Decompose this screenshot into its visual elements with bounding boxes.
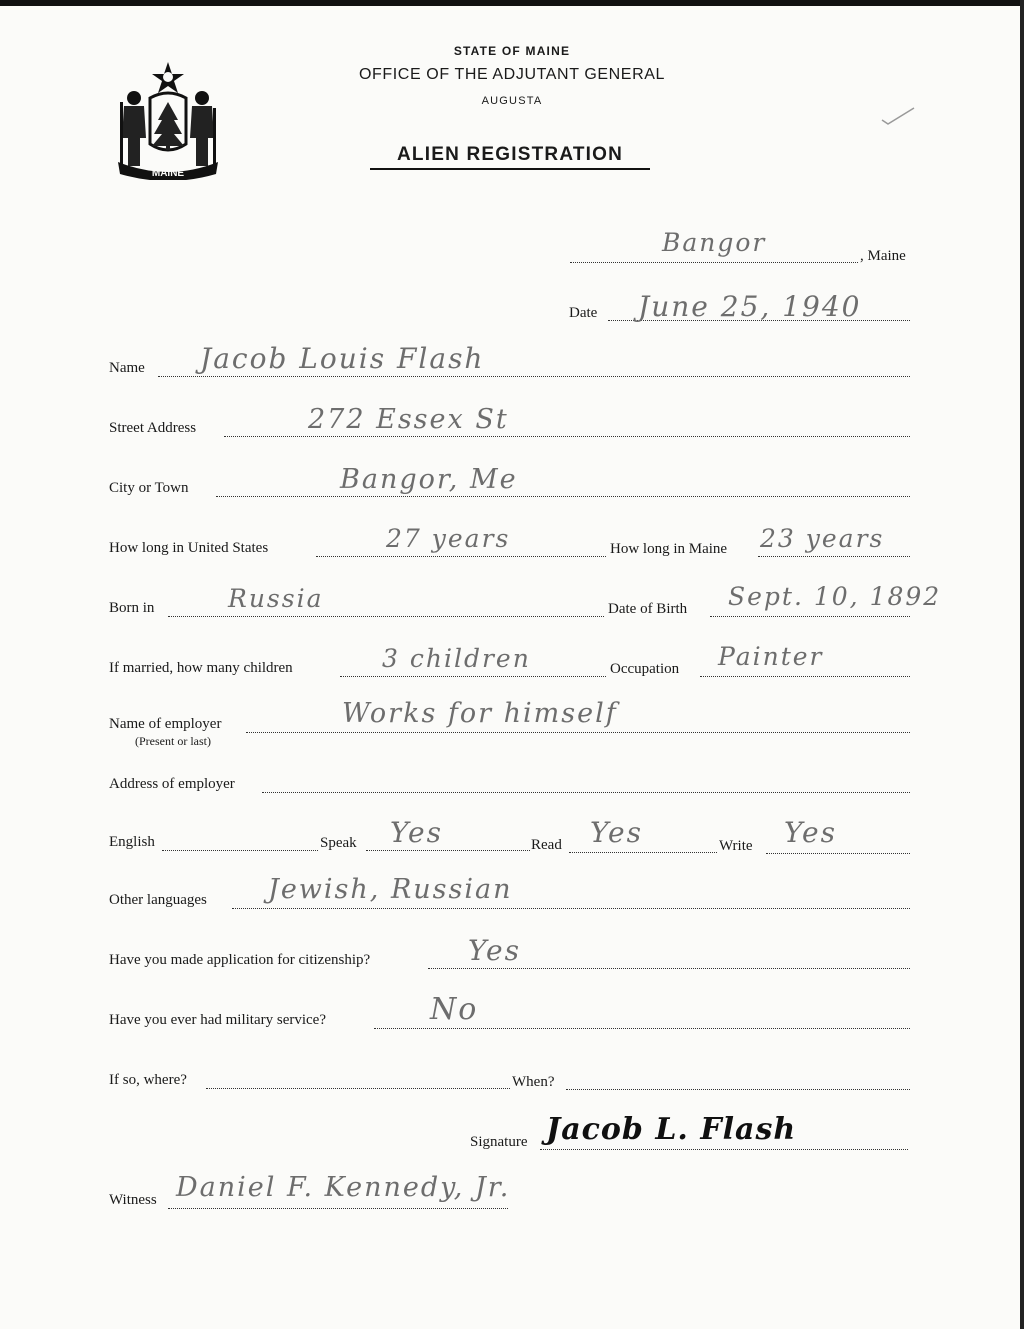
speak-label: Speak (320, 835, 357, 851)
signature-line (540, 1149, 908, 1150)
other-languages-label: Other languages (109, 892, 207, 908)
english-line (162, 850, 318, 851)
header-office: OFFICE OF THE ADJUTANT GENERAL (358, 66, 666, 83)
name-label: Name (109, 360, 145, 376)
date-value: June 25, 1940 (638, 290, 862, 323)
date-of-birth-label: Date of Birth (608, 601, 688, 617)
when-line (566, 1089, 910, 1090)
read-line (569, 852, 717, 853)
scan-edge-right (1020, 0, 1024, 1329)
witness-value: Daniel F. Kennedy, Jr. (176, 1172, 511, 1203)
speak-line (366, 850, 530, 851)
read-value: Yes (590, 816, 643, 849)
other-languages-line (232, 908, 910, 909)
place-value: Bangor (662, 228, 767, 257)
write-value: Yes (784, 816, 837, 849)
place-line (570, 262, 858, 263)
name-value: Jacob Louis Flash (200, 342, 485, 375)
how-long-us-line (316, 556, 606, 557)
citizenship-line (428, 968, 910, 969)
english-label: English (109, 834, 155, 850)
occupation-label: Occupation (610, 661, 680, 677)
if-so-where-label: If so, where? (109, 1072, 187, 1088)
place-suffix-label: , Maine (860, 248, 906, 264)
street-address-value: 272 Essex St (308, 404, 509, 435)
children-value: 3 children (382, 644, 531, 673)
witness-label: Witness (109, 1192, 157, 1208)
citizenship-value: Yes (468, 934, 521, 967)
date-of-birth-value: Sept. 10, 1892 (728, 582, 942, 611)
occupation-line (700, 676, 910, 677)
write-line (766, 853, 910, 854)
children-line (340, 676, 606, 677)
how-long-us-value: 27 years (386, 524, 511, 553)
military-value: No (430, 992, 479, 1027)
citizenship-label: Have you made application for citizenship? (109, 952, 371, 968)
speak-value: Yes (390, 816, 443, 849)
read-label: Read (531, 837, 562, 853)
street-address-label: Street Address (109, 420, 197, 436)
city-value: Bangor, Me (340, 464, 518, 495)
witness-line (168, 1208, 508, 1209)
employer-sublabel: (Present or last) (135, 734, 211, 748)
header-city: AUGUSTA (481, 95, 543, 107)
military-line (374, 1028, 910, 1029)
born-in-label: Born in (109, 600, 155, 616)
if-so-where-line (206, 1088, 510, 1089)
city-label: City or Town (109, 480, 189, 496)
scan-edge-top (0, 0, 1024, 6)
form-title: ALIEN REGISTRATION (370, 144, 650, 170)
employer-address-label: Address of employer (109, 776, 235, 792)
born-in-line (168, 616, 604, 617)
date-of-birth-line (710, 616, 910, 617)
how-long-maine-line (758, 556, 910, 557)
signature-value: Jacob L. Flash (546, 1112, 797, 1147)
how-long-us-label: How long in United States (109, 540, 269, 556)
how-long-maine-value: 23 years (760, 524, 885, 553)
born-in-value: Russia (228, 584, 324, 613)
children-label: If married, how many children (109, 660, 293, 676)
other-languages-value: Jewish, Russian (268, 874, 513, 905)
occupation-value: Painter (718, 642, 824, 671)
svg-text:MAINE: MAINE (151, 168, 185, 179)
write-label: Write (719, 838, 753, 854)
employer-value: Works for himself (342, 698, 618, 729)
name-line (158, 376, 910, 377)
check-mark-icon (880, 104, 916, 126)
signature-label: Signature (470, 1134, 528, 1150)
street-address-line (224, 436, 910, 437)
city-line (216, 496, 910, 497)
employer-line (246, 732, 910, 733)
when-label: When? (512, 1074, 555, 1090)
header-state: STATE OF MAINE (453, 44, 571, 58)
date-label: Date (569, 305, 598, 321)
employer-address-line (262, 792, 910, 793)
how-long-maine-label: How long in Maine (610, 541, 728, 557)
employer-label: Name of employer (109, 716, 222, 732)
military-label: Have you ever had military service? (109, 1012, 326, 1028)
